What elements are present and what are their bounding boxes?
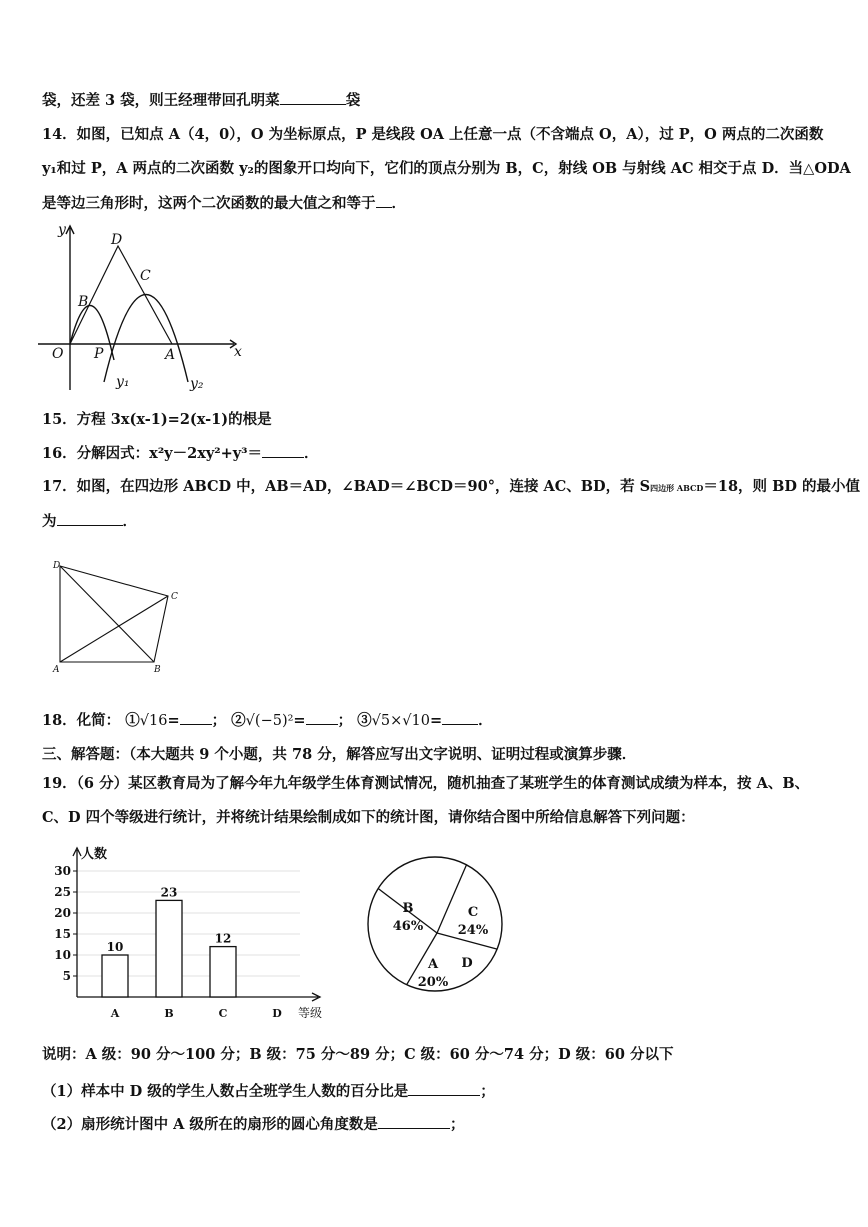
q17-end: ． xyxy=(122,513,137,530)
q18-eq3: = xyxy=(429,712,443,729)
diagonal-ac xyxy=(60,596,168,662)
q18-answer-blank-1[interactable] xyxy=(180,710,212,725)
q18-prefix: 18．化简： xyxy=(42,712,121,729)
y-tick-label: 30 xyxy=(54,864,71,878)
q16 xyxy=(42,443,319,464)
y-tick-label: 5 xyxy=(62,969,71,983)
label-c: C xyxy=(140,268,151,284)
q14-line1: 14．如图，已知点 A（4，0），O 为坐标原点，P 是线段 OA 上任意一点（不含端点 O，A），过 P，O 两点的二次函数 xyxy=(42,126,824,143)
slice-label-A: A xyxy=(427,957,439,972)
label-y2: y₂ xyxy=(190,376,204,392)
q19-sub2-end: ； xyxy=(449,1116,465,1133)
q15: 15．方程 3x(x-1)=2(x-1)的根是 xyxy=(42,411,272,428)
q14-line3-text: 是等边三角形时，这两个二次函数的最大值之和等于 xyxy=(42,195,376,212)
q17-figure xyxy=(50,558,190,673)
q18-eq2: = xyxy=(293,712,306,729)
label-x: x xyxy=(234,344,242,360)
bar-C xyxy=(210,947,236,997)
y-tick-label: 20 xyxy=(54,906,71,920)
label-y1: y₁ xyxy=(116,374,130,390)
category-label: C xyxy=(218,1007,228,1020)
q19-line2: C、D 四个等级进行统计，并将统计结果绘制成如下的统计图，请你结合图中所给信息解答下列问题： xyxy=(42,809,695,826)
q14-figure xyxy=(38,222,248,394)
q17-line1-tail: ＝18，则 BD 的最小值 xyxy=(703,478,860,495)
q19-line1: 19．（6 分）某区教育局为了解今年九年级学生体育测试情况，随机抽查了某班学生的体育测试成绩为样本，按 A、B、 xyxy=(42,775,810,792)
q18-answer-blank-2[interactable] xyxy=(306,710,338,725)
q14-line3 xyxy=(42,193,406,214)
label-d: D xyxy=(53,561,61,571)
q17-line2-text: 为 xyxy=(42,513,57,530)
q14-line2: y₁和过 P，A 两点的二次函数 y₂的图象开口均向下，它们的顶点分别为 B，C，射线 OB 与射线 AC 相交于点 D．当△ODA xyxy=(42,160,851,177)
bar-value-label: 10 xyxy=(106,940,124,954)
slice-percent-A: 20% xyxy=(417,975,449,990)
q17-line2 xyxy=(42,511,137,532)
q13-tail xyxy=(42,90,360,111)
bar-A xyxy=(102,955,128,997)
label-p: P xyxy=(94,346,104,362)
y-tick-label: 15 xyxy=(54,927,71,941)
label-o: O xyxy=(52,346,64,362)
category-label: B xyxy=(164,1007,174,1020)
q14-end: ． xyxy=(391,195,406,212)
pie-chart xyxy=(365,840,505,1010)
label-c: C xyxy=(171,592,178,602)
slice-label-D: D xyxy=(461,956,473,971)
label-b: B xyxy=(78,294,89,310)
y-tick-label: 25 xyxy=(54,885,71,899)
q17-line1 xyxy=(42,477,860,498)
parabola-y2 xyxy=(104,295,188,383)
label-b: B xyxy=(154,665,161,675)
q19-sub1-end: ； xyxy=(480,1083,495,1100)
bar-xlabel: 等级 xyxy=(298,1006,323,1020)
q18-part1-expr: √16 xyxy=(139,713,168,729)
slice-percent-B: 46% xyxy=(392,919,424,934)
label-a: A xyxy=(53,665,60,675)
q19-sub1-text: （1）样本中 D 级的学生人数占全班学生人数的百分比是 xyxy=(42,1083,409,1100)
q13-text: 袋，还差 3 袋，则王经理带回孔明菜 xyxy=(42,92,280,109)
q19-sub2 xyxy=(42,1114,464,1135)
q19-sub1 xyxy=(42,1081,495,1102)
q18-part3-expr: √5×√10 xyxy=(371,713,430,729)
q19-sub1-answer-blank[interactable] xyxy=(408,1081,480,1096)
q18 xyxy=(42,710,493,731)
bar-B xyxy=(156,900,182,997)
q18-part1-label: ① xyxy=(125,712,140,729)
label-y: y xyxy=(58,222,66,238)
slice-percent-C: 24% xyxy=(457,923,489,938)
category-label: D xyxy=(272,1007,282,1020)
q18-part2-expr: √(−5)² xyxy=(245,713,294,729)
q19-note: 说明：A 级：90 分～100 分；B 级：75 分～89 分；C 级：60 分～74 分；D 级：60 分以下 xyxy=(42,1046,674,1063)
parabola-y1 xyxy=(70,306,114,361)
label-a: A xyxy=(165,347,176,363)
q17-line1-text: 17．如图，在四边形 ABCD 中，AB＝AD，∠BAD＝∠BCD＝90°，连接 AC、BD，若 S xyxy=(42,478,651,495)
q18-part3-label: ③ xyxy=(357,712,372,729)
quadrilateral-abcd xyxy=(60,566,168,662)
bar-ylabel: 人数 xyxy=(81,847,108,862)
label-d: D xyxy=(111,232,123,248)
q16-end: ． xyxy=(304,445,319,462)
category-label: A xyxy=(110,1007,120,1020)
q18-part2-label: ② xyxy=(231,712,246,729)
q17-subscript: 四边形 ABCD xyxy=(650,483,704,493)
q13-answer-blank[interactable] xyxy=(280,90,346,105)
bar-value-label: 12 xyxy=(214,931,232,946)
slice-label-B: B xyxy=(402,901,414,916)
section3-heading: 三、解答题：（本大题共 9 个小题，共 78 分，解答应写出文字说明、证明过程或演算步骤． xyxy=(42,746,637,763)
slice-label-C: C xyxy=(467,905,479,920)
q13-unit: 袋 xyxy=(345,92,361,109)
bar-value-label: 23 xyxy=(160,885,178,900)
y-tick-label: 10 xyxy=(54,948,71,962)
q18-eq1: = xyxy=(167,712,180,729)
q18-end: ． xyxy=(478,712,493,729)
q18-sep1: ； xyxy=(211,712,227,729)
q18-answer-blank-3[interactable] xyxy=(442,710,478,725)
q14-answer-blank[interactable] xyxy=(376,193,392,208)
q16-answer-blank[interactable] xyxy=(262,443,304,458)
q19-sub2-text: （2）扇形统计图中 A 级所在的扇形的圆心角度数是 xyxy=(42,1116,378,1133)
diagonal-bd xyxy=(60,566,154,662)
q18-sep2: ； xyxy=(337,712,353,729)
q17-answer-blank[interactable] xyxy=(57,511,123,526)
q16-text: 16．分解因式：x²y－2xy²+y³＝ xyxy=(42,445,263,462)
bar-chart xyxy=(50,842,340,1024)
q19-sub2-answer-blank[interactable] xyxy=(378,1114,450,1129)
